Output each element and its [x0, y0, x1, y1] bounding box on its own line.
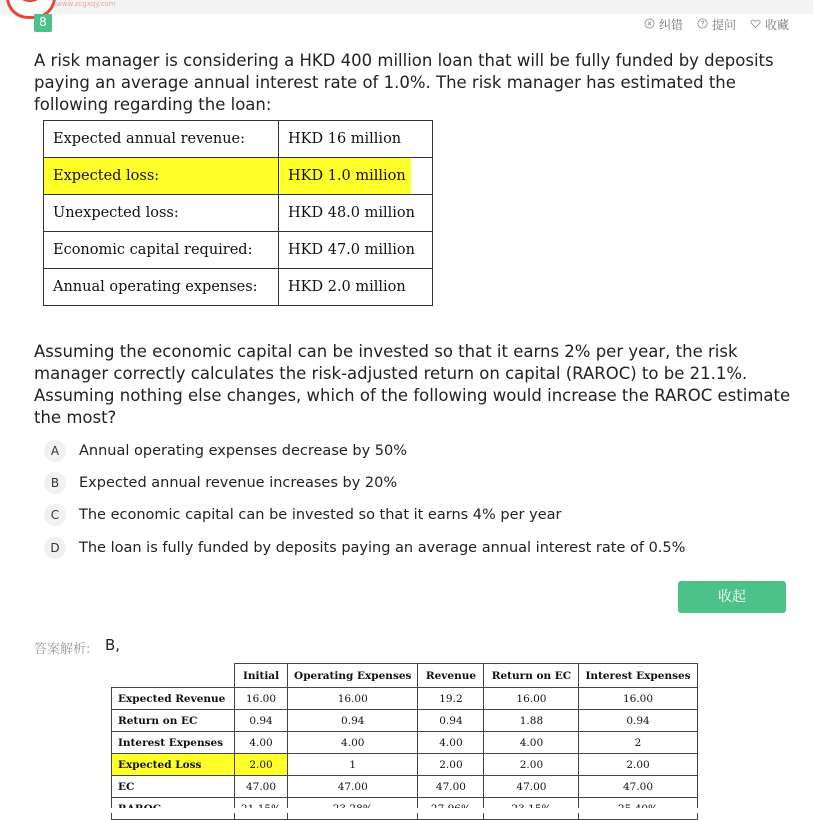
table-cell: 1.88	[484, 710, 579, 732]
report-error-button[interactable]	[644, 16, 683, 33]
table-row	[44, 269, 433, 306]
table-cell: 4.00	[418, 732, 484, 754]
close-circle-icon	[644, 18, 655, 32]
table-row-highlighted	[112, 754, 698, 776]
option-d[interactable]	[44, 537, 685, 559]
option-text: The loan is fully funded by deposits paying an average annual interest rate of 0.5%	[79, 540, 686, 556]
table-row	[44, 121, 433, 158]
table-cell: 2.00	[484, 754, 579, 776]
logo-mark	[17, 0, 43, 2]
question-text: A risk manager is considering a HKD 400 million loan that will be fully funded by deposits paying an average annual interest rate of 1.0%. The risk manager has estimated the following regarding the loan:	[34, 51, 774, 114]
table-cell-value: HKD 48.0 million	[279, 195, 433, 232]
ask-question-button[interactable]	[697, 16, 736, 33]
table-cell: 0.94	[579, 710, 697, 732]
table-row	[44, 195, 433, 232]
table-cell-value: HKD 47.0 million	[279, 232, 433, 269]
table-cell-label: Unexpected loss:	[44, 195, 279, 232]
heart-icon	[750, 18, 761, 32]
table-cell: 47.00	[235, 776, 288, 798]
favorite-label: 收藏	[764, 18, 789, 32]
column-header: Interest Expenses	[579, 664, 697, 688]
table-cell: 16.00	[484, 688, 579, 710]
table-row	[112, 688, 698, 710]
column-header: Initial	[235, 664, 288, 688]
table-cell: 16.00	[288, 688, 418, 710]
option-letter: B	[44, 472, 66, 494]
question-circle-icon	[697, 18, 708, 32]
logo-text: www.zcgxqy.com	[56, 0, 116, 8]
column-header: Operating Expenses	[288, 664, 418, 688]
table-cell: 47.00	[579, 776, 697, 798]
table-cell: 2.00	[579, 754, 697, 776]
option-a[interactable]	[44, 440, 407, 462]
option-letter: D	[44, 537, 66, 559]
bottom-edge	[0, 808, 813, 813]
table-row	[112, 776, 698, 798]
table-row	[112, 710, 698, 732]
table-cell-label-highlighted: Expected loss:	[44, 158, 279, 195]
analysis-table	[111, 663, 698, 820]
top-bar	[0, 0, 813, 14]
table-cell: 0.94	[288, 710, 418, 732]
table-cell: 2.00	[418, 754, 484, 776]
column-header: Return on EC	[484, 664, 579, 688]
loan-estimates-table	[43, 120, 433, 306]
table-cell: 0.94	[235, 710, 288, 732]
column-header: Revenue	[418, 664, 484, 688]
table-cell: 4.00	[235, 732, 288, 754]
option-text: The economic capital can be invested so that it earns 4% per year	[79, 507, 562, 523]
table-corner	[112, 664, 235, 688]
ask-question-label: 提问	[711, 18, 736, 32]
row-label: Expected Loss	[112, 754, 235, 776]
option-b[interactable]	[44, 472, 397, 494]
table-cell: 47.00	[484, 776, 579, 798]
row-label: Return on EC	[112, 710, 235, 732]
table-row	[44, 232, 433, 269]
option-letter: A	[44, 440, 66, 462]
row-label: Interest Expenses	[112, 732, 235, 754]
collapse-button[interactable]: 收起	[678, 581, 786, 613]
table-cell: 19.2	[418, 688, 484, 710]
report-error-label: 纠错	[658, 18, 683, 32]
table-header-row	[112, 664, 698, 688]
table-row	[44, 158, 433, 195]
option-text: Expected annual revenue increases by 20%	[79, 475, 398, 491]
option-text: Annual operating expenses decrease by 50%	[79, 443, 408, 459]
table-cell: 47.00	[288, 776, 418, 798]
table-cell: 1	[288, 754, 418, 776]
table-cell: 2.00	[235, 754, 288, 776]
table-cell: 4.00	[288, 732, 418, 754]
table-cell: 2	[579, 732, 697, 754]
table-cell-label: Annual operating expenses:	[44, 269, 279, 306]
table-cell-value: HKD 16 million	[279, 121, 433, 158]
table-cell: 0.94	[418, 710, 484, 732]
question-number-badge: 8	[34, 14, 52, 32]
option-c[interactable]	[44, 504, 561, 526]
favorite-button[interactable]	[750, 16, 789, 33]
table-cell: 4.00	[484, 732, 579, 754]
table-cell-value-highlighted: HKD 1.0 million	[279, 158, 433, 195]
table-row	[112, 732, 698, 754]
table-cell-label: Expected annual revenue:	[44, 121, 279, 158]
table-cell: 16.00	[235, 688, 288, 710]
question-actions	[644, 16, 789, 33]
row-label: EC	[112, 776, 235, 798]
answer-value: B,	[105, 636, 121, 654]
table-cell: 47.00	[418, 776, 484, 798]
row-label: Expected Revenue	[112, 688, 235, 710]
table-cell-value: HKD 2.0 million	[279, 269, 433, 306]
answer-label: 答案解析:	[34, 642, 91, 657]
table-cell-label: Economic capital required:	[44, 232, 279, 269]
option-letter: C	[44, 504, 66, 526]
question-prompt: Assuming the economic capital can be invested so that it earns 2% per year, the risk manager correctly calculates the risk-adjusted return on capital (RAROC) to be 21.1%. Assuming nothing else changes, which of the following would increase the RAROC estimate the most?	[34, 342, 791, 427]
table-cell: 16.00	[579, 688, 697, 710]
